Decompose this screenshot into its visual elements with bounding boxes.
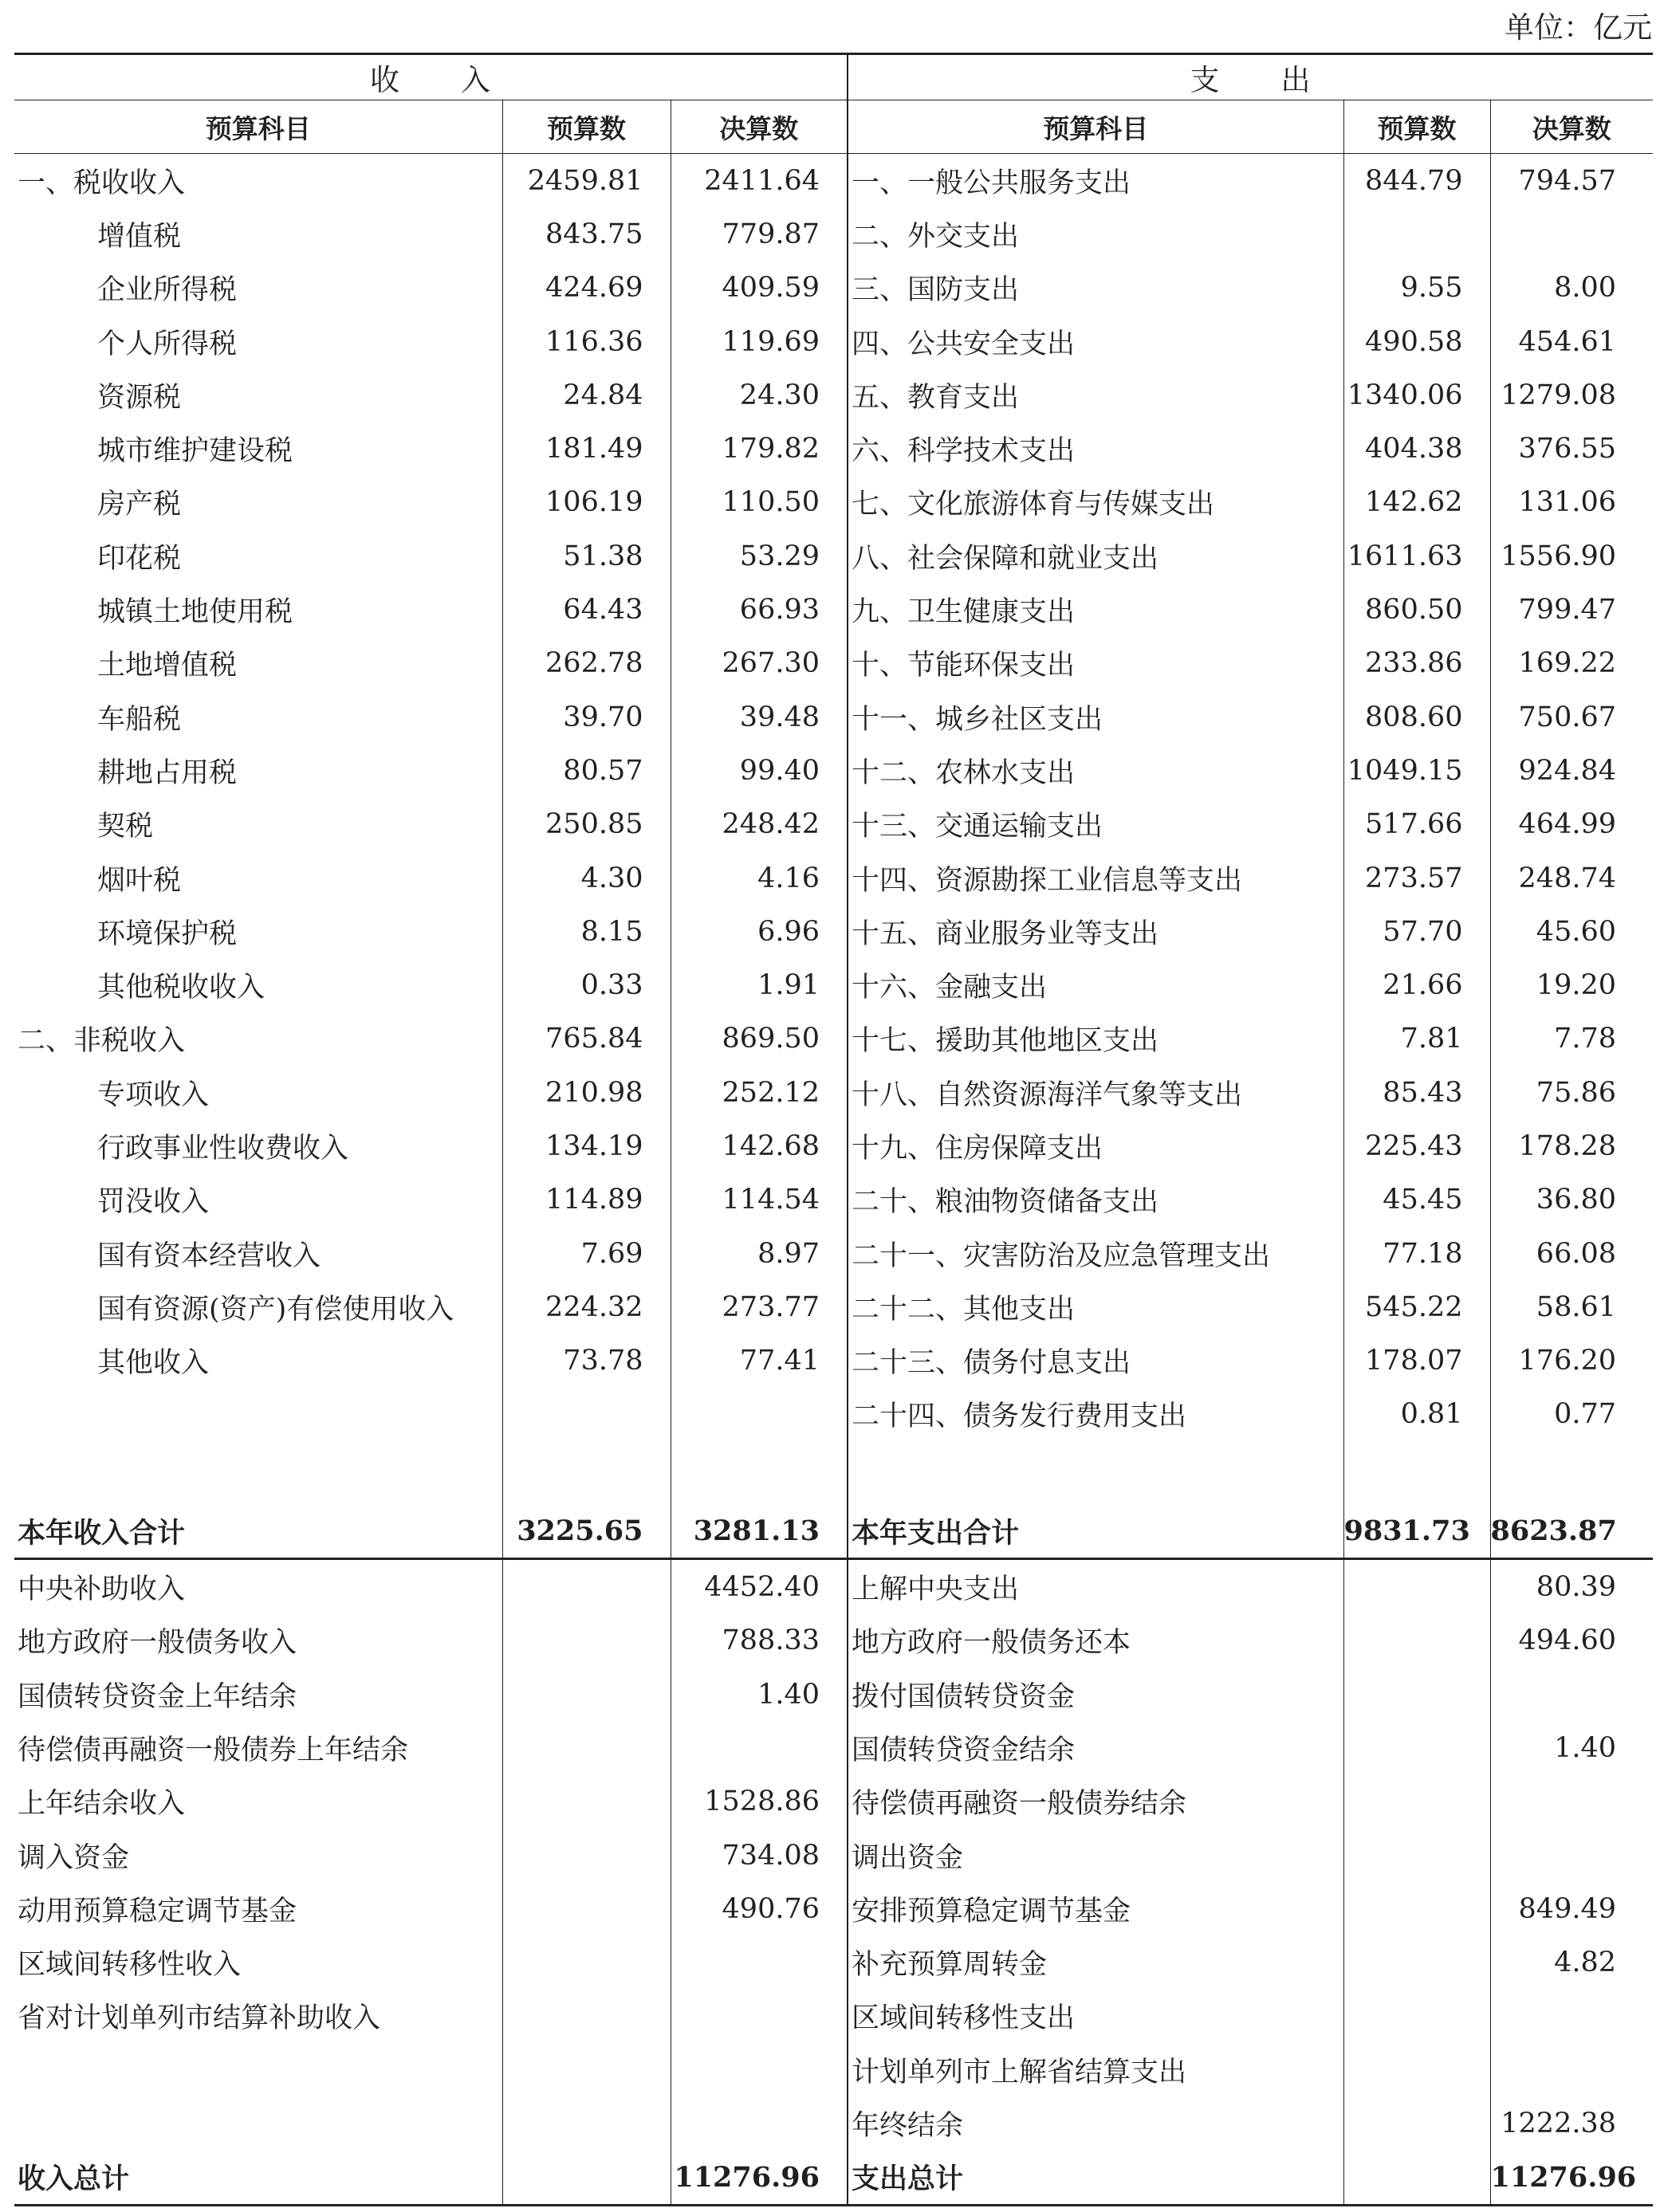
income-transfer-subject: 调入资金 — [18, 1841, 130, 1874]
income-transfer-subject: 中央补助收入 — [18, 1574, 186, 1606]
income-subject: 印花税 — [97, 542, 182, 575]
expense-budget: 9.55 — [1343, 261, 1490, 315]
expense-transfer-final: 1222.38 — [1490, 2096, 1653, 2150]
expense-final: 8.00 — [1490, 261, 1653, 315]
expense-final: 178.28 — [1490, 1119, 1653, 1173]
income-final: 142.68 — [671, 1119, 848, 1173]
expense-transfer-final: 849.49 — [1490, 1882, 1653, 1935]
table-row — [14, 1119, 1653, 1173]
expense-final: 1279.08 — [1490, 368, 1653, 422]
expense-transfer-final — [1490, 1990, 1653, 2043]
spacer-row — [14, 1441, 1653, 1504]
income-transfer-subject: 区域间转移性收入 — [18, 1949, 242, 1982]
budget-final-accounts-table — [14, 53, 1653, 2206]
table-row — [14, 905, 1653, 958]
expense-group-header: 支 出 — [848, 54, 1653, 100]
income-transfer-final: 1528.86 — [671, 1775, 848, 1829]
transfer-row — [14, 1614, 1653, 1668]
income-final: 252.12 — [671, 1066, 848, 1119]
expense-budget: 844.79 — [1343, 154, 1490, 208]
group-header-row — [14, 54, 1653, 100]
income-transfer-budget — [502, 2043, 671, 2096]
income-final: 6.96 — [671, 905, 848, 958]
income-subject: 国有资源(资产)有偿使用收入 — [97, 1293, 454, 1326]
table-row — [14, 207, 1653, 261]
transfer-row — [14, 1882, 1653, 1935]
income-budget: 843.75 — [502, 207, 671, 261]
income-transfer-final: 1.40 — [671, 1668, 848, 1721]
expense-transfer-subject: 地方政府一般债务还本 — [848, 1614, 1343, 1668]
expense-year-total-budget: 9831.73 — [1343, 1504, 1490, 1559]
expense-subject: 二十二、其他支出 — [848, 1280, 1343, 1334]
income-transfer-budget — [502, 1721, 671, 1774]
table-row — [14, 583, 1653, 636]
expense-subject: 五、教育支出 — [848, 368, 1343, 422]
income-final: 8.97 — [671, 1227, 848, 1280]
expense-subject: 十五、商业服务业等支出 — [848, 905, 1343, 958]
income-transfer-budget — [502, 1882, 671, 1935]
expense-budget: 517.66 — [1343, 798, 1490, 851]
income-transfer-final: 734.08 — [671, 1829, 848, 1882]
grand-total-row — [14, 2151, 1653, 2206]
expense-transfer-budget — [1343, 1829, 1490, 1882]
income-transfer-final — [671, 1990, 848, 2043]
expense-budget: 57.70 — [1343, 905, 1490, 958]
income-transfer-final — [671, 2096, 848, 2150]
income-transfer-budget — [502, 2096, 671, 2150]
expense-subject: 十八、自然资源海洋气象等支出 — [848, 1066, 1343, 1119]
income-budget: 210.98 — [502, 1066, 671, 1119]
table-row — [14, 368, 1653, 422]
expense-transfer-budget — [1343, 1668, 1490, 1721]
expense-transfer-budget — [1343, 2043, 1490, 2096]
expense-transfer-final — [1490, 1775, 1653, 1829]
income-final — [671, 1388, 848, 1441]
transfer-row — [14, 1559, 1653, 1614]
table-row — [14, 315, 1653, 368]
table-row — [14, 476, 1653, 529]
income-final: 248.42 — [671, 798, 848, 851]
expense-transfer-final: 1.40 — [1490, 1721, 1653, 1774]
expense-final: 248.74 — [1490, 851, 1653, 905]
table-row — [14, 529, 1653, 583]
income-year-total-final: 3281.13 — [671, 1504, 848, 1559]
expense-transfer-budget — [1343, 1936, 1490, 1990]
transfer-row — [14, 1829, 1653, 1882]
expense-final: 0.77 — [1490, 1388, 1653, 1441]
empty-cell — [14, 1441, 502, 1504]
income-final: 99.40 — [671, 744, 848, 797]
transfer-row — [14, 2096, 1653, 2150]
table-row — [14, 154, 1653, 208]
expense-final: 176.20 — [1490, 1334, 1653, 1388]
expense-budget: 85.43 — [1343, 1066, 1490, 1119]
expense-subject: 十四、资源勘探工业信息等支出 — [848, 851, 1343, 905]
expense-subject: 十二、农林水支出 — [848, 744, 1343, 797]
expense-final: 750.67 — [1490, 690, 1653, 744]
income-budget: 116.36 — [502, 315, 671, 368]
column-header-row — [14, 100, 1653, 154]
expense-subject: 十七、援助其他地区支出 — [848, 1012, 1343, 1066]
income-subject: 耕地占用税 — [97, 756, 238, 789]
expense-final: 454.61 — [1490, 315, 1653, 368]
empty-cell — [671, 1441, 848, 1504]
expense-transfer-subject: 安排预算稳定调节基金 — [848, 1882, 1343, 1935]
expense-subject: 十六、金融支出 — [848, 958, 1343, 1012]
income-transfer-subject — [14, 2096, 502, 2150]
income-transfer-budget — [502, 1829, 671, 1882]
income-subject: 契税 — [97, 811, 154, 843]
table-row — [14, 1334, 1653, 1388]
expense-subject: 二十、粮油物资储备支出 — [848, 1173, 1343, 1227]
expense-transfer-budget — [1343, 2096, 1490, 2150]
income-transfer-budget — [502, 1990, 671, 2043]
expense-budget: 1049.15 — [1343, 744, 1490, 797]
expense-final: 131.06 — [1490, 476, 1653, 529]
expense-subject: 十三、交通运输支出 — [848, 798, 1343, 851]
income-budget: 114.89 — [502, 1173, 671, 1227]
expense-final: 464.99 — [1490, 798, 1653, 851]
income-transfer-subject: 动用预算稳定调节基金 — [18, 1895, 297, 1927]
income-budget: 181.49 — [502, 422, 671, 475]
expense-budget: 7.81 — [1343, 1012, 1490, 1066]
expense-budget: 142.62 — [1343, 476, 1490, 529]
table-row — [14, 1280, 1653, 1334]
income-transfer-final: 490.76 — [671, 1882, 848, 1935]
expense-final: 75.86 — [1490, 1066, 1653, 1119]
income-transfer-budget — [502, 1559, 671, 1614]
table-row — [14, 1227, 1653, 1280]
expense-final: 58.61 — [1490, 1280, 1653, 1334]
expense-transfer-subject: 国债转贷资金结余 — [848, 1721, 1343, 1774]
income-subject: 专项收入 — [97, 1078, 210, 1111]
income-budget: 134.19 — [502, 1119, 671, 1173]
expense-transfer-final: 4.82 — [1490, 1936, 1653, 1990]
income-group-header: 收 入 — [14, 54, 848, 100]
expense-subject: 九、卫生健康支出 — [848, 583, 1343, 636]
expense-subject: 二十一、灾害防治及应急管理支出 — [848, 1227, 1343, 1280]
expense-transfer-budget — [1343, 1990, 1490, 2043]
income-final: 39.48 — [671, 690, 848, 744]
income-year-total-budget: 3225.65 — [502, 1504, 671, 1559]
expense-final-header: 决算数 — [1490, 100, 1653, 154]
income-subject: 其他收入 — [97, 1347, 210, 1380]
income-subject: 城镇土地使用税 — [97, 596, 293, 629]
income-budget: 24.84 — [502, 368, 671, 422]
income-final: 273.77 — [671, 1280, 848, 1334]
expense-final: 36.80 — [1490, 1173, 1653, 1227]
income-subject: 罚没收入 — [97, 1186, 210, 1219]
income-transfer-final — [671, 1721, 848, 1774]
income-transfer-subject — [14, 2043, 502, 2096]
income-final: 110.50 — [671, 476, 848, 529]
unit-label: 单位：亿元 — [1505, 10, 1652, 45]
expense-budget: 77.18 — [1343, 1227, 1490, 1280]
expense-subject: 八、社会保障和就业支出 — [848, 529, 1343, 583]
expense-subject: 六、科学技术支出 — [848, 422, 1343, 475]
transfer-row — [14, 1936, 1653, 1990]
income-grand-total-budget — [502, 2151, 671, 2206]
expense-final: 924.84 — [1490, 744, 1653, 797]
expense-transfer-subject: 调出资金 — [848, 1829, 1343, 1882]
expense-transfer-subject: 上解中央支出 — [848, 1559, 1343, 1614]
income-subject: 城市维护建设税 — [97, 435, 293, 468]
income-subject: 房产税 — [97, 489, 182, 521]
expense-budget: 490.58 — [1343, 315, 1490, 368]
income-final: 1.91 — [671, 958, 848, 1012]
expense-subject: 十一、城乡社区支出 — [848, 690, 1343, 744]
income-final: 869.50 — [671, 1012, 848, 1066]
expense-transfer-budget — [1343, 1882, 1490, 1935]
expense-subject: 四、公共安全支出 — [848, 315, 1343, 368]
expense-budget — [1343, 207, 1490, 261]
income-subject: 个人所得税 — [97, 328, 238, 360]
year-total-row — [14, 1504, 1653, 1559]
income-subject-header: 预算科目 — [14, 100, 502, 154]
income-subject: 环境保护税 — [97, 917, 238, 950]
income-transfer-budget — [502, 1668, 671, 1721]
table-row — [14, 851, 1653, 905]
table-row — [14, 744, 1653, 797]
expense-transfer-subject: 待偿债再融资一般债券结余 — [848, 1775, 1343, 1829]
table-row — [14, 261, 1653, 315]
expense-budget: 404.38 — [1343, 422, 1490, 475]
expense-transfer-final — [1490, 1668, 1653, 1721]
expense-year-total-final: 8623.87 — [1490, 1504, 1653, 1559]
transfer-row — [14, 1668, 1653, 1721]
table-row — [14, 1388, 1653, 1441]
expense-transfer-final: 80.39 — [1490, 1559, 1653, 1614]
table-row — [14, 798, 1653, 851]
income-subject: 资源税 — [97, 381, 182, 414]
expense-subject: 十、节能环保支出 — [848, 637, 1343, 690]
expense-subject: 七、文化旅游体育与传媒支出 — [848, 476, 1343, 529]
expense-final: 799.47 — [1490, 583, 1653, 636]
income-transfer-budget — [502, 1936, 671, 1990]
expense-subject: 三、国防支出 — [848, 261, 1343, 315]
table-row — [14, 422, 1653, 475]
income-budget: 262.78 — [502, 637, 671, 690]
expense-transfer-budget — [1343, 1559, 1490, 1614]
income-budget: 7.69 — [502, 1227, 671, 1280]
expense-budget: 1611.63 — [1343, 529, 1490, 583]
income-transfer-final: 788.33 — [671, 1614, 848, 1668]
expense-budget: 1340.06 — [1343, 368, 1490, 422]
income-final: 24.30 — [671, 368, 848, 422]
income-transfer-subject: 地方政府一般债务收入 — [18, 1627, 297, 1660]
expense-transfer-budget — [1343, 1721, 1490, 1774]
expense-subject: 十九、住房保障支出 — [848, 1119, 1343, 1173]
expense-grand-total-label: 支出总计 — [848, 2151, 1343, 2206]
expense-subject: 二十四、债务发行费用支出 — [848, 1388, 1343, 1441]
income-final: 66.93 — [671, 583, 848, 636]
income-budget: 2459.81 — [502, 154, 671, 208]
expense-final: 169.22 — [1490, 637, 1653, 690]
income-subject: 企业所得税 — [97, 274, 238, 307]
expense-subject: 二十三、债务付息支出 — [848, 1334, 1343, 1388]
income-final: 779.87 — [671, 207, 848, 261]
income-budget — [502, 1388, 671, 1441]
income-budget: 0.33 — [502, 958, 671, 1012]
expense-transfer-subject: 计划单列市上解省结算支出 — [848, 2043, 1343, 2096]
income-subject: 增值税 — [97, 220, 182, 253]
income-subject: 行政事业性收费收入 — [97, 1132, 349, 1165]
income-final: 53.29 — [671, 529, 848, 583]
expense-grand-total-budget — [1343, 2151, 1490, 2206]
transfer-row — [14, 2043, 1653, 2096]
income-subject: 二、非税收入 — [18, 1025, 186, 1058]
table-row — [14, 637, 1653, 690]
empty-cell — [1343, 1441, 1490, 1504]
income-budget: 424.69 — [502, 261, 671, 315]
expense-budget: 273.57 — [1343, 851, 1490, 905]
income-subject: 土地增值税 — [97, 650, 238, 682]
expense-budget: 21.66 — [1343, 958, 1490, 1012]
income-budget: 51.38 — [502, 529, 671, 583]
income-budget: 4.30 — [502, 851, 671, 905]
expense-budget: 0.81 — [1343, 1388, 1490, 1441]
income-transfer-final — [671, 2043, 848, 2096]
income-budget: 80.57 — [502, 744, 671, 797]
expense-final: 1556.90 — [1490, 529, 1653, 583]
income-final: 77.41 — [671, 1334, 848, 1388]
income-final: 179.82 — [671, 422, 848, 475]
income-transfer-subject: 省对计划单列市结算补助收入 — [18, 2002, 381, 2035]
income-final: 119.69 — [671, 315, 848, 368]
transfer-row — [14, 1775, 1653, 1829]
income-transfer-final: 4452.40 — [671, 1559, 848, 1614]
income-subject: 一、税收收入 — [18, 167, 186, 199]
income-final-header: 决算数 — [671, 100, 848, 154]
expense-year-total-label: 本年支出合计 — [848, 1504, 1343, 1559]
expense-transfer-subject: 拨付国债转贷资金 — [848, 1668, 1343, 1721]
expense-budget: 225.43 — [1343, 1119, 1490, 1173]
income-subject: 其他税收收入 — [97, 972, 266, 1004]
expense-budget: 808.60 — [1343, 690, 1490, 744]
income-grand-total-label: 收入总计 — [18, 2163, 130, 2196]
table-row — [14, 690, 1653, 744]
income-grand-total-final: 11276.96 — [671, 2151, 848, 2206]
expense-final: 19.20 — [1490, 958, 1653, 1012]
income-transfer-final — [671, 1936, 848, 1990]
expense-final — [1490, 207, 1653, 261]
income-transfer-budget — [502, 1775, 671, 1829]
expense-final: 376.55 — [1490, 422, 1653, 475]
expense-transfer-final — [1490, 2043, 1653, 2096]
income-subject: 国有资本经营收入 — [97, 1240, 321, 1272]
income-budget: 250.85 — [502, 798, 671, 851]
table-row — [14, 1066, 1653, 1119]
income-transfer-budget — [502, 1614, 671, 1668]
empty-cell — [848, 1441, 1343, 1504]
income-budget-header: 预算数 — [502, 100, 671, 154]
empty-cell — [1490, 1441, 1653, 1504]
transfer-row — [14, 1721, 1653, 1774]
expense-grand-total-final: 11276.96 — [1490, 2151, 1653, 2206]
income-final: 4.16 — [671, 851, 848, 905]
expense-subject: 二、外交支出 — [848, 207, 1343, 261]
expense-transfer-subject: 补充预算周转金 — [848, 1936, 1343, 1990]
expense-budget-header: 预算数 — [1343, 100, 1490, 154]
transfer-row — [14, 1990, 1653, 2043]
expense-transfer-budget — [1343, 1614, 1490, 1668]
expense-budget: 860.50 — [1343, 583, 1490, 636]
income-subject: 烟叶税 — [97, 864, 182, 897]
income-final: 2411.64 — [671, 154, 848, 208]
expense-transfer-final: 494.60 — [1490, 1614, 1653, 1668]
income-final: 114.54 — [671, 1173, 848, 1227]
income-budget: 39.70 — [502, 690, 671, 744]
income-subject — [14, 1388, 502, 1441]
income-budget: 106.19 — [502, 476, 671, 529]
income-budget: 8.15 — [502, 905, 671, 958]
income-transfer-subject: 国债转贷资金上年结余 — [18, 1680, 297, 1713]
income-budget: 64.43 — [502, 583, 671, 636]
expense-subject-header: 预算科目 — [848, 100, 1343, 154]
income-transfer-subject: 上年结余收入 — [18, 1788, 186, 1821]
expense-transfer-subject: 年终结余 — [848, 2096, 1343, 2150]
table-row — [14, 1173, 1653, 1227]
expense-final: 794.57 — [1490, 154, 1653, 208]
income-budget: 224.32 — [502, 1280, 671, 1334]
income-subject: 车船税 — [97, 703, 182, 736]
expense-budget: 178.07 — [1343, 1334, 1490, 1388]
income-budget: 765.84 — [502, 1012, 671, 1066]
expense-final: 66.08 — [1490, 1227, 1653, 1280]
table-row — [14, 958, 1653, 1012]
income-final: 267.30 — [671, 637, 848, 690]
expense-budget: 45.45 — [1343, 1173, 1490, 1227]
expense-final: 45.60 — [1490, 905, 1653, 958]
income-final: 409.59 — [671, 261, 848, 315]
income-year-total-label: 本年收入合计 — [18, 1516, 186, 1550]
expense-transfer-subject: 区域间转移性支出 — [848, 1990, 1343, 2043]
income-transfer-subject: 待偿债再融资一般债券上年结余 — [18, 1734, 409, 1766]
expense-transfer-final — [1490, 1829, 1653, 1882]
empty-cell — [502, 1441, 671, 1504]
expense-budget: 233.86 — [1343, 637, 1490, 690]
expense-budget: 545.22 — [1343, 1280, 1490, 1334]
income-budget: 73.78 — [502, 1334, 671, 1388]
expense-final: 7.78 — [1490, 1012, 1653, 1066]
table-row — [14, 1012, 1653, 1066]
expense-transfer-budget — [1343, 1775, 1490, 1829]
expense-subject: 一、一般公共服务支出 — [848, 154, 1343, 208]
